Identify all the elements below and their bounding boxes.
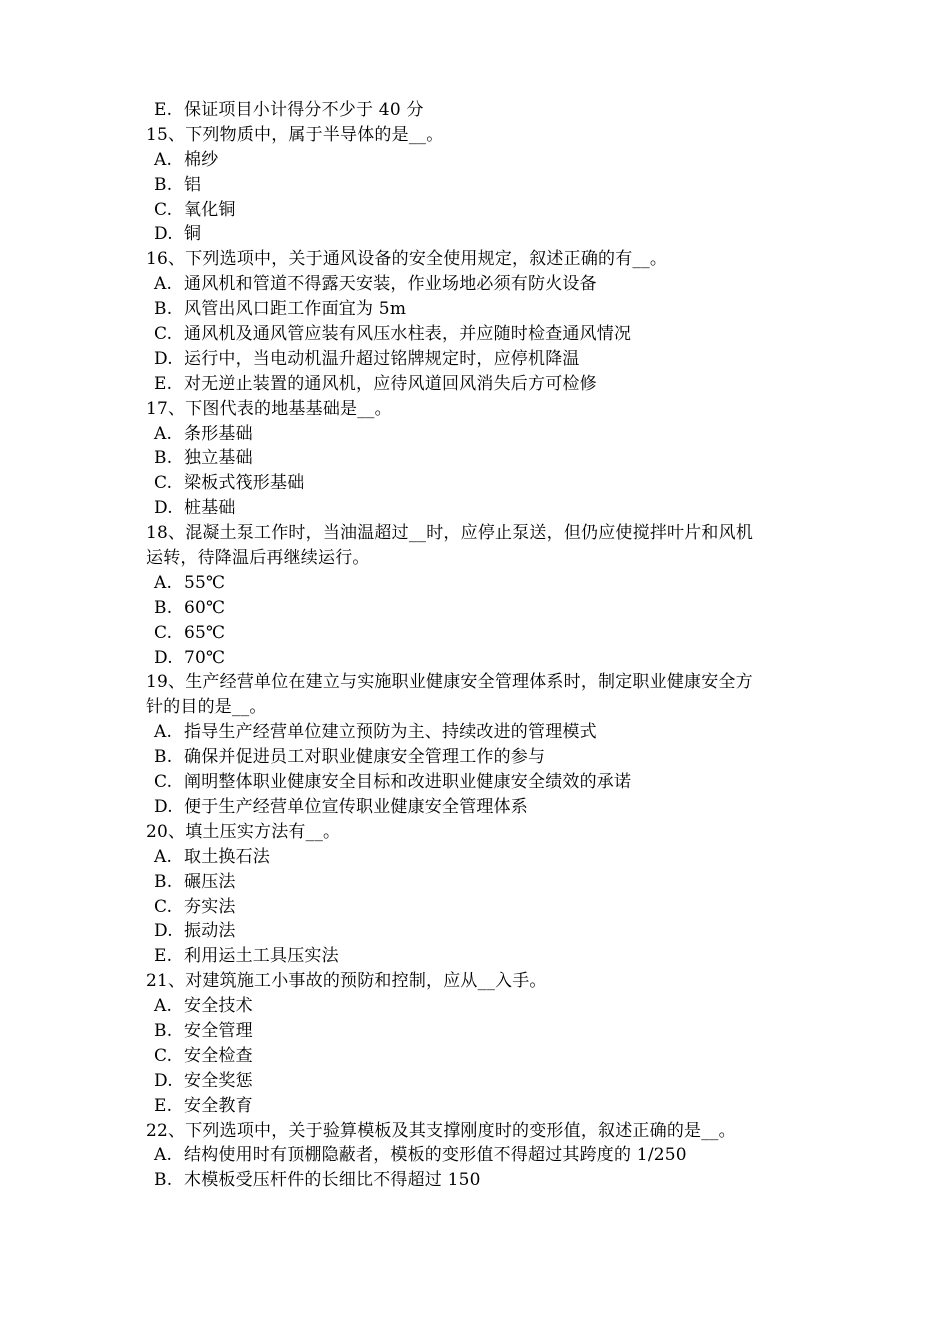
option-text: 独立基础 (184, 448, 253, 469)
option-line (146, 621, 826, 646)
option-line (146, 272, 826, 297)
option-text: 棉纱 (184, 149, 219, 170)
option-letter: E. (154, 1095, 173, 1116)
option-letter: A. (154, 846, 173, 867)
option-text: 振动法 (184, 921, 236, 942)
option-line (146, 446, 826, 471)
option-line (146, 372, 826, 397)
option-line (146, 895, 826, 920)
option-text: 通风机和管道不得露天安装，作业场地必须有防火设备 (184, 274, 597, 295)
option-line (146, 596, 826, 621)
option-line (146, 944, 826, 969)
option-text: 60℃ (184, 597, 226, 618)
option-text: 通风机及通风管应装有风压水柱表，并应随时检查通风情况 (184, 324, 632, 345)
question-line: 22、下列选项中，关于验算模板及其支撑刚度时的变形值，叙述正确的是__。 (146, 1120, 736, 1141)
option-letter: A. (154, 996, 173, 1017)
option-text: 阐明整体职业健康安全目标和改进职业健康安全绩效的承诺 (184, 772, 632, 793)
option-text: 确保并促进员工对职业健康安全管理工作的参与 (184, 747, 546, 768)
option-letter: C. (154, 772, 173, 793)
option-text: 安全教育 (184, 1095, 253, 1116)
option-line (146, 496, 826, 521)
option-text: 安全奖惩 (184, 1070, 253, 1091)
option-text: 条形基础 (184, 423, 253, 444)
option-letter: D. (154, 1070, 173, 1091)
option-text: 安全检查 (184, 1045, 253, 1066)
option-line (146, 98, 826, 123)
option-text: 木模板受压杆件的长细比不得超过 150 (184, 1170, 481, 1191)
option-line (146, 297, 826, 322)
question-line: 19、生产经营单位在建立与实施职业健康安全管理体系时，制定职业健康安全方 (146, 672, 753, 693)
option-line (146, 422, 826, 447)
option-line (146, 745, 826, 770)
question-line: 16、下列选项中，关于通风设备的安全使用规定，叙述正确的有__。 (146, 249, 668, 270)
option-text: 铝 (184, 174, 202, 195)
option-text: 保证项目小计得分不少于 40 分 (184, 100, 424, 120)
option-text: 运行中，当电动机温升超过铭牌规定时，应停机降温 (184, 348, 580, 369)
option-text: 安全技术 (184, 996, 253, 1017)
option-letter: A. (154, 722, 173, 743)
option-letter: C. (154, 324, 173, 345)
option-text: 风管出风口距工作面宜为 5m (184, 299, 407, 320)
option-text: 55℃ (184, 572, 226, 593)
option-letter: E. (154, 946, 173, 967)
option-letter: E. (154, 100, 173, 120)
option-letter: D. (154, 498, 173, 519)
option-letter: A. (154, 149, 173, 170)
option-letter: B. (154, 747, 173, 768)
option-line (146, 870, 826, 895)
option-letter: E. (154, 373, 173, 394)
option-line (146, 845, 826, 870)
option-line (146, 1019, 826, 1044)
question-line: 21、对建筑施工小事故的预防和控制，应从__入手。 (146, 971, 547, 992)
option-text: 利用运土工具压实法 (184, 946, 339, 967)
option-letter: B. (154, 174, 173, 195)
option-letter: D. (154, 921, 173, 942)
option-line (146, 173, 826, 198)
option-text: 夯实法 (184, 896, 236, 917)
question-line: 17、下图代表的地基基础是__。 (146, 398, 392, 419)
question-line: 18、混凝土泵工作时，当油温超过__时，应停止泵送，但仍应使搅拌叶片和风机 (146, 523, 754, 544)
option-letter: B. (154, 1020, 173, 1041)
option-text: 安全管理 (184, 1020, 253, 1041)
option-text: 70℃ (184, 647, 226, 668)
option-line (146, 1044, 826, 1069)
option-letter: C. (154, 622, 173, 643)
option-line (146, 770, 826, 795)
option-letter: A. (154, 274, 173, 295)
option-line (146, 198, 826, 223)
option-text: 结构使用时有顶棚隐蔽者，模板的变形值不得超过其跨度的 1/250 (184, 1145, 687, 1166)
option-letter: D. (154, 348, 173, 369)
option-line (146, 222, 826, 247)
option-text: 桩基础 (184, 498, 236, 519)
option-letter: B. (154, 448, 173, 469)
option-text: 铜 (184, 224, 202, 245)
option-text: 氧化铜 (184, 199, 236, 220)
option-text: 梁板式筏形基础 (184, 473, 305, 494)
question-list (146, 98, 826, 1193)
option-text: 取土换石法 (184, 846, 270, 867)
option-line (146, 919, 826, 944)
option-line (146, 1168, 826, 1193)
option-letter: B. (154, 299, 173, 320)
option-line (146, 994, 826, 1019)
option-letter: B. (154, 597, 173, 618)
option-line (146, 571, 826, 596)
option-line (146, 471, 826, 496)
option-line (146, 347, 826, 372)
option-letter: B. (154, 1170, 173, 1191)
option-text: 碾压法 (184, 871, 236, 892)
option-text: 便于生产经营单位宣传职业健康安全管理体系 (184, 796, 528, 817)
option-line (146, 795, 826, 820)
option-line (146, 322, 826, 347)
option-letter: A. (154, 1145, 173, 1166)
option-letter: D. (154, 647, 173, 668)
option-text: 指导生产经营单位建立预防为主、持续改进的管理模式 (184, 722, 597, 743)
option-letter: A. (154, 423, 173, 444)
option-letter: C. (154, 1045, 173, 1066)
option-text: 65℃ (184, 622, 226, 643)
option-line (146, 646, 826, 671)
option-line (146, 148, 826, 173)
option-text: 对无逆止装置的通风机，应待风道回风消失后方可检修 (184, 373, 597, 394)
option-letter: C. (154, 473, 173, 494)
option-letter: C. (154, 199, 173, 220)
option-letter: A. (154, 572, 173, 593)
question-line: 20、填土压实方法有__。 (146, 821, 341, 842)
question-line: 15、下列物质中，属于半导体的是__。 (146, 124, 444, 145)
option-letter: B. (154, 871, 173, 892)
option-line (146, 720, 826, 745)
option-line (146, 1069, 826, 1094)
option-letter: C. (154, 896, 173, 917)
option-line (146, 1143, 826, 1168)
option-line (146, 1094, 826, 1119)
question-line: 针的目的是__。 (146, 697, 267, 718)
question-line: 运转，待降温后再继续运行。 (146, 548, 370, 569)
option-letter: D. (154, 796, 173, 817)
option-letter: D. (154, 224, 173, 245)
